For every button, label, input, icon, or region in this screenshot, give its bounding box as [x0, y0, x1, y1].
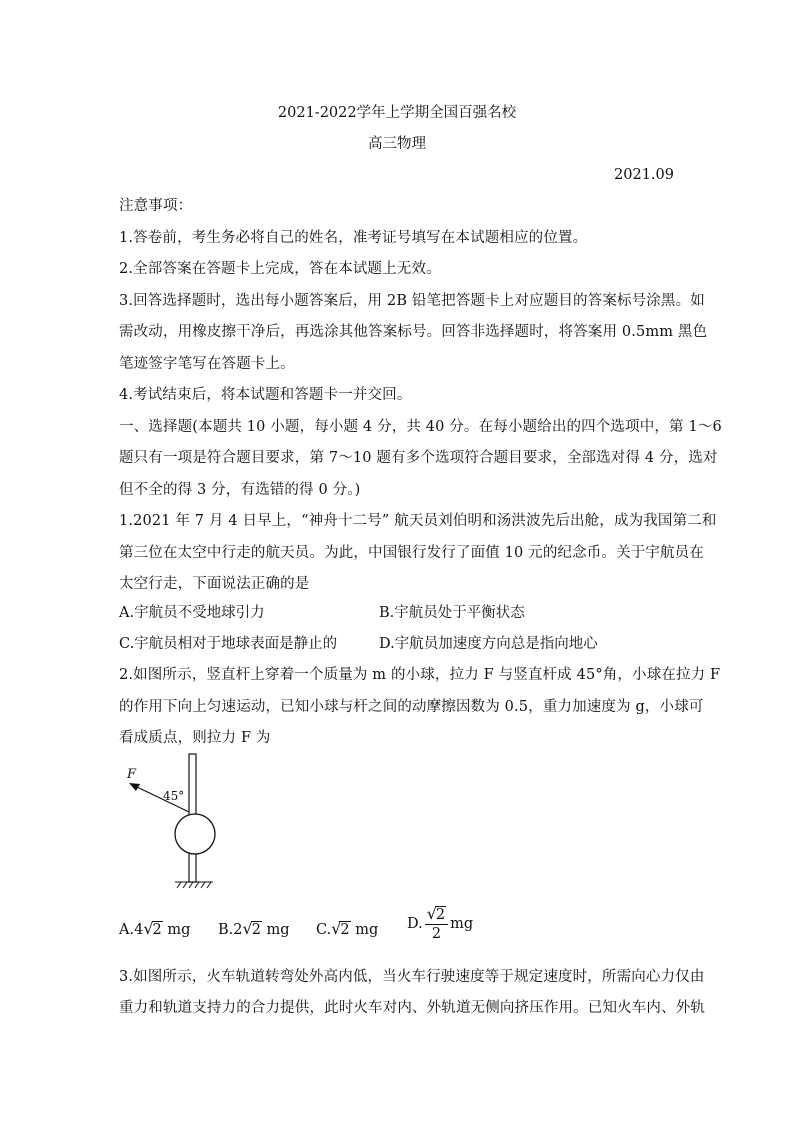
q1-option-d: D.宇航员加速度方向总是指向地心: [379, 636, 598, 652]
note-item: 3.回答选择题时，选出每小题答案后，用 2B 铅笔把答题卡上对应题目的答案标号涂黑。如: [119, 293, 705, 309]
section-instructions: 一、选择题(本题共 10 小题，每小题 4 分，共 40 分。在每小题给出的四个选项中，第 1～6: [119, 419, 722, 435]
exam-date: 2021.09: [614, 167, 674, 183]
q2-option-b: B.2√2 mg: [218, 919, 290, 938]
exam-title: 2021-2022学年上学期全国百强名校: [277, 105, 517, 121]
note-item: 1.答卷前，考生务必将自己的姓名，准考证号填写在本试题相应的位置。: [119, 230, 588, 246]
ground-hatching: [175, 882, 213, 888]
q1-option-a: A.宇航员不受地球引力: [119, 605, 265, 621]
force-label: F: [127, 767, 137, 782]
q1-option-b: B.宇航员处于平衡状态: [379, 605, 525, 621]
question-2-text: 的作用下向上匀速运动，已知小球与杆之间的动摩擦因数为 0.5，重力加速度为 g，小球可: [119, 699, 704, 715]
sqrt-symbol: √2: [143, 919, 162, 938]
sqrt-symbol: √2: [426, 904, 446, 923]
q1-option-c: C.宇航员相对于地球表面是静止的: [119, 636, 338, 652]
question-2-text: 2.如图所示，竖直杆上穿着一个质量为 m 的小球，拉力 F 与竖直杆成 45°角，小球在拉力 F: [119, 667, 721, 683]
sqrt-symbol: √2: [242, 919, 261, 938]
section-instructions: 但不全的得 3 分，有选错的得 0 分。): [119, 482, 361, 498]
fraction: $\frac{√2}{2}$: [425, 905, 448, 943]
q2-option-c: C.√2 mg: [316, 919, 379, 938]
angle-label: 45°: [163, 789, 185, 803]
section-instructions: 题只有一项是符合题目要求，第 7～10 题有多个选项符合题目要求，全部选对得 4 分，选对: [119, 450, 718, 466]
q2-option-d: D. $\frac{√2}{2}$ mg: [407, 904, 474, 942]
notes-heading: 注意事项：: [119, 198, 193, 214]
rod-ball-figure: [115, 748, 235, 898]
question-1-text: 第三位在太空中行走的航天员。为此，中国银行发行了面值 10 元的纪念币。关于宇航员在: [119, 545, 704, 561]
q2-option-a: A.4√2 mg: [119, 919, 191, 938]
question-1-text: 1.2021 年 7 月 4 日早上，“神舟十二号” 航天员刘伯明和汤洪波先后出舱，成为我国第二和: [119, 513, 717, 529]
sqrt-symbol: √2: [331, 919, 350, 938]
ball: [175, 814, 215, 854]
subject-title: 高三物理: [368, 136, 426, 152]
note-item: 笔迹签字笔写在答题卡上。: [119, 356, 295, 372]
question-1-text: 太空行走，下面说法正确的是: [119, 576, 310, 592]
note-item: 2.全部答案在答题卡上完成，答在本试题上无效。: [119, 261, 441, 277]
question-3-text: 重力和轨道支持力的合力提供，此时火车对内、外轨道无侧向挤压作用。已知火车内、外轨: [119, 1000, 705, 1016]
note-item: 需改动，用橡皮擦干净后，再选涂其他答案标号。回答非选择题时，将答案用 0.5mm 黑色: [119, 324, 708, 340]
note-item: 4.考试结束后，将本试题和答题卡一并交回。: [119, 387, 412, 403]
question-3-text: 3.如图所示，火车轨道转弯处外高内低，当火车行驶速度等于规定速度时，所需向心力仅由: [119, 969, 705, 985]
question-2-text: 看成质点，则拉力 F 为: [119, 730, 271, 746]
